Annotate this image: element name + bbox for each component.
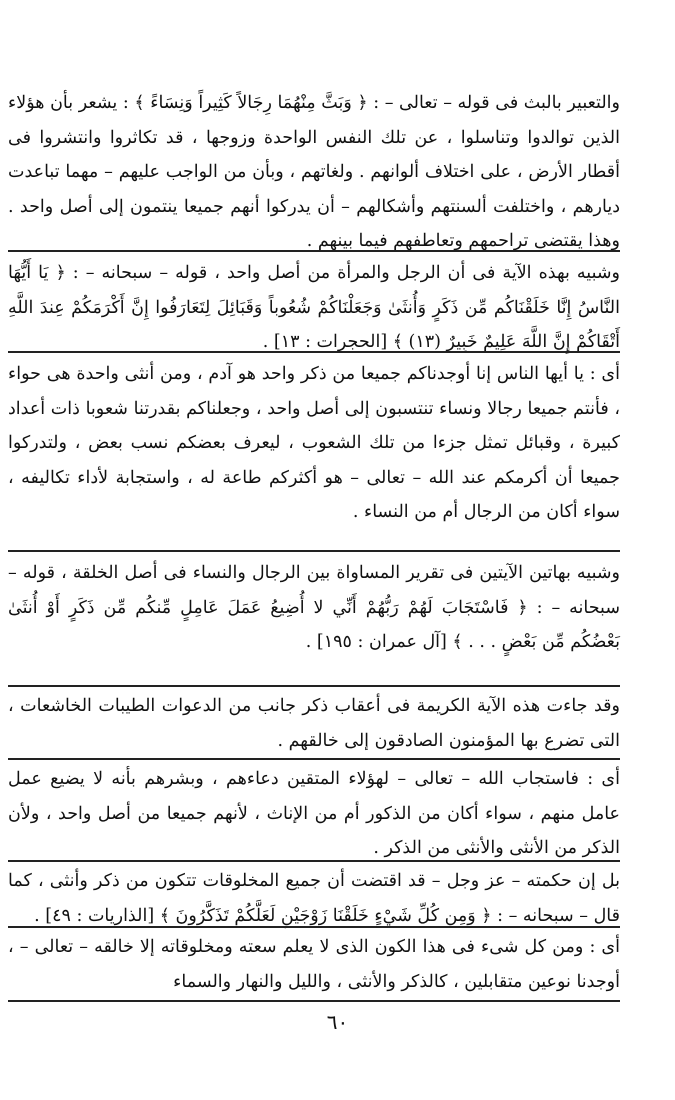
paragraph-divider	[8, 685, 620, 687]
paragraph-5: وقد جاءت هذه الآية الكريمة فى أعقاب ذكر جانب من الدعوات الطيبات الخاشعات ، التى تضرع بها المؤمنون الصادقون إلى خالقهم .	[8, 696, 620, 751]
paragraph-2: وشبيه بهذه الآية فى أن الرجل والمرأة من أصل واحد ، قوله – سبحانه – : ﴿ يَا أَيُّهَا النَّاسُ إِنَّا خَلَقْنَاكُم مِّن ذَكَرٍ وَأُنثَىٰ وَجَعَلْنَاكُمْ شُعُوباً وَقَبَائِلَ لِتَعَارَفُوا إِنَّ أَكْرَمَكُمْ عِندَ اللَّهِ أَتْقَاكُمْ إِنَّ اللَّهَ عَلِيمٌ خَبِيرٌ (١٣) ﴾ [الحجرات : ١٣] .	[8, 263, 620, 352]
paragraph-3: أى : يا أيها الناس إنا أوجدناكم جميعا من ذكر واحد هو آدم ، ومن أنثى واحدة هى حواء ، فأنتم جميعا رجالا ونساء تنتسبون إلى أصل واحد ، وجعلناكم بقدرتنا شعوبا ذات أعداد كبيرة ، وقبائل تمثل جزءا من تلك الشعوب ، ليعرف بعضكم نسب بعض ، ولتدركوا جميعا أن أكرمكم عند الله – تعالى – هو أكثركم طاعة له ، واستجابة لأداء تكاليفه ، سواء أكان من الرجال أم من النساء .	[8, 364, 620, 522]
paragraph-divider	[8, 250, 620, 252]
page-number: ٦٠	[326, 1010, 349, 1034]
paragraph-divider	[8, 351, 620, 353]
paragraph-divider	[8, 926, 620, 928]
paragraph-7: بل إن حكمته – عز وجل – قد اقتضت أن جميع المخلوقات تتكون من ذكر وأنثى ، كما قال – سبحانه – : ﴿ وَمِن كُلِّ شَيْءٍ خَلَقْنَا زَوْجَيْنِ لَعَلَّكُمْ تَذَكَّرُونَ ﴾ [الذاريات : ٤٩] .	[8, 871, 620, 926]
paragraph-divider	[8, 860, 620, 862]
footer-rule	[8, 1000, 620, 1002]
paragraph-8: أى : ومن كل شىء فى هذا الكون الذى لا يعلم سعته ومخلوقاته إلا خالقه – تعالى – ، أوجدنا نوعين متقابلين ، كالذكر والأنثى ، والليل والنهار والسماء	[8, 937, 620, 992]
paragraph-divider	[8, 758, 620, 760]
paragraph-divider	[8, 550, 620, 552]
paragraph-1: والتعبير بالبث فى قوله – تعالى – : ﴿ وَبَثَّ مِنْهُمَا رِجَالاً كَثِيراً وَنِسَاءً ﴾ : يشعر بأن هؤلاء الذين توالدوا وتناسلوا ، عن تلك النفس الواحدة وزوجها ، قد تكاثروا وانتشروا فى أقطار الأرض ، على اختلاف ألوانهم . ولغاتهم ، وبأن من الواجب عليهم – مهما تباعدت ديارهم ، واختلفت ألسنتهم وأشكالهم – أن يدركوا أنهم جميعا ينتمون إلى أصل واحد . وهذا يقتضى تراحمهم وتعاطفهم فيما بينهم .	[8, 93, 620, 251]
paragraph-4: وشبيه بهاتين الآيتين فى تقرير المساواة بين الرجال والنساء فى أصل الخلقة ، قوله – سبحانه – : ﴿ فَاسْتَجَابَ لَهُمْ رَبُّهُمْ أَنِّي لا أُضِيعُ عَمَلَ عَامِلٍ مِّنكُم مِّن ذَكَرٍ أَوْ أُنثَىٰ بَعْضُكُم مِّن بَعْضٍ . . . ﴾ [آل عمران : ١٩٥] .	[8, 563, 620, 652]
paragraph-6: أى : فاستجاب الله – تعالى – لهؤلاء المتقين دعاءهم ، وبشرهم بأنه لا يضيع عمل عامل منهم ، سواء أكان من الذكور أم من الإناث ، لأنهم جميعا من أصل واحد ، ولأن الذكر من الأنثى والأنثى من الذكر .	[8, 769, 620, 858]
